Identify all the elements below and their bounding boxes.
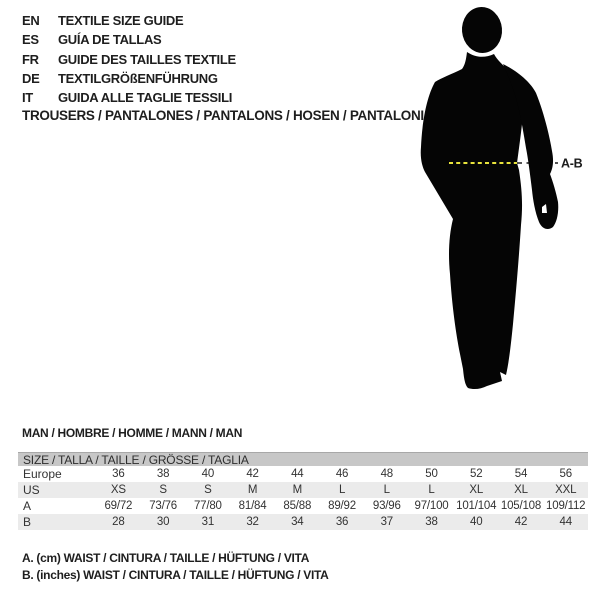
footnote-a: A. (cm) WAIST / CINTURA / TAILLE / HÜFTUNG / VITA [22,551,310,565]
table-row-us [18,482,588,498]
table-cell: 36 [335,516,349,528]
man-silhouette-figure [410,2,585,395]
table-cell: 81/84 [238,500,267,512]
language-row-en [22,11,236,30]
table-cell: 101/104 [456,500,497,512]
language-row-fr [22,50,236,69]
table-cell: 30 [156,516,170,528]
table-cell: S [159,484,167,496]
table-cell: S [204,484,212,496]
table-cell: 38 [425,516,438,528]
silhouette-head [460,5,504,54]
table-cell: 44 [559,516,572,528]
table-cell: L [383,484,390,496]
table-cell: 34 [291,516,304,528]
table-cell: 93/96 [372,500,401,512]
table-cell: M [292,484,302,496]
language-code: IT [22,90,33,106]
language-label: GUIDA ALLE TAGLIE TESSILI [58,90,233,106]
row-label: B [23,515,32,529]
table-cell: 73/76 [149,500,177,512]
row-label: Europe [23,467,62,481]
table-cell: 85/88 [283,500,312,512]
table-cell: XXL [555,484,577,496]
table-cell: 28 [112,516,125,528]
table-cell: L [338,484,346,496]
table-cell: 42 [514,516,528,528]
table-cell: 50 [425,468,438,480]
size-table-header: SIZE / TALLA / TAILLE / GRÖSSE / TAGLIA [18,452,588,466]
man-silhouette-svg [410,2,585,395]
language-code: EN [22,13,40,28]
silhouette-body [421,52,524,389]
table-cell: 46 [335,468,349,480]
table-cell: 77/80 [193,500,222,512]
language-row-it [22,88,236,107]
table-row-a-cm [18,498,588,514]
measurement-footnotes [22,550,329,584]
gender-title: MAN / HOMBRE / HOMME / MANN / MAN [22,426,243,440]
table-cell: 36 [112,468,125,480]
table-cell: 69/72 [104,500,133,512]
table-cell: 32 [246,516,259,528]
table-cell: 105/108 [500,500,542,512]
row-label: A [23,499,32,513]
language-label: GUÍA DE TALLAS [58,32,162,48]
table-cell: 97/100 [414,500,449,512]
table-row-europe [18,466,588,482]
language-code: DE [22,70,40,86]
table-cell: 56 [559,468,572,480]
table-cell: 44 [291,468,304,480]
table-cell: XL [514,484,528,496]
table-cell: M [247,484,258,496]
language-list [22,11,236,107]
table-cell: 42 [246,468,259,480]
table-cell: 37 [380,516,393,528]
table-cell: XS [110,484,126,496]
table-cell: 109/112 [546,500,586,512]
table-cell: 40 [470,516,483,528]
table-cell: XL [469,484,484,496]
language-code: FR [22,51,39,67]
table-cell: L [428,484,435,496]
table-cell: 38 [156,468,170,480]
language-row-de [22,69,236,88]
language-code: ES [22,32,39,48]
table-cell: 52 [470,468,483,480]
language-label: TEXTILE SIZE GUIDE [58,13,184,28]
table-cell: 31 [201,516,215,528]
language-row-es [22,30,236,49]
table-row-b-inches [18,514,588,530]
table-cell: 89/92 [328,500,356,512]
measure-label: A-B [561,156,583,171]
language-label: GUIDE DES TAILLES TEXTILE [58,51,236,67]
table-cell: 54 [514,468,528,480]
table-cell: 48 [380,468,393,480]
garment-title: TROUSERS / PANTALONES / PANTALONS / HOSEN / PANTALONI [22,108,424,123]
row-label: US [23,483,40,497]
language-label: TEXTILGRÖßENFÜHRUNG [58,70,218,86]
footnote-b: B. (inches) WAIST / CINTURA / TAILLE / HÜFTUNG / VITA [22,568,329,582]
size-table [18,452,588,530]
table-cell: 40 [201,468,215,480]
